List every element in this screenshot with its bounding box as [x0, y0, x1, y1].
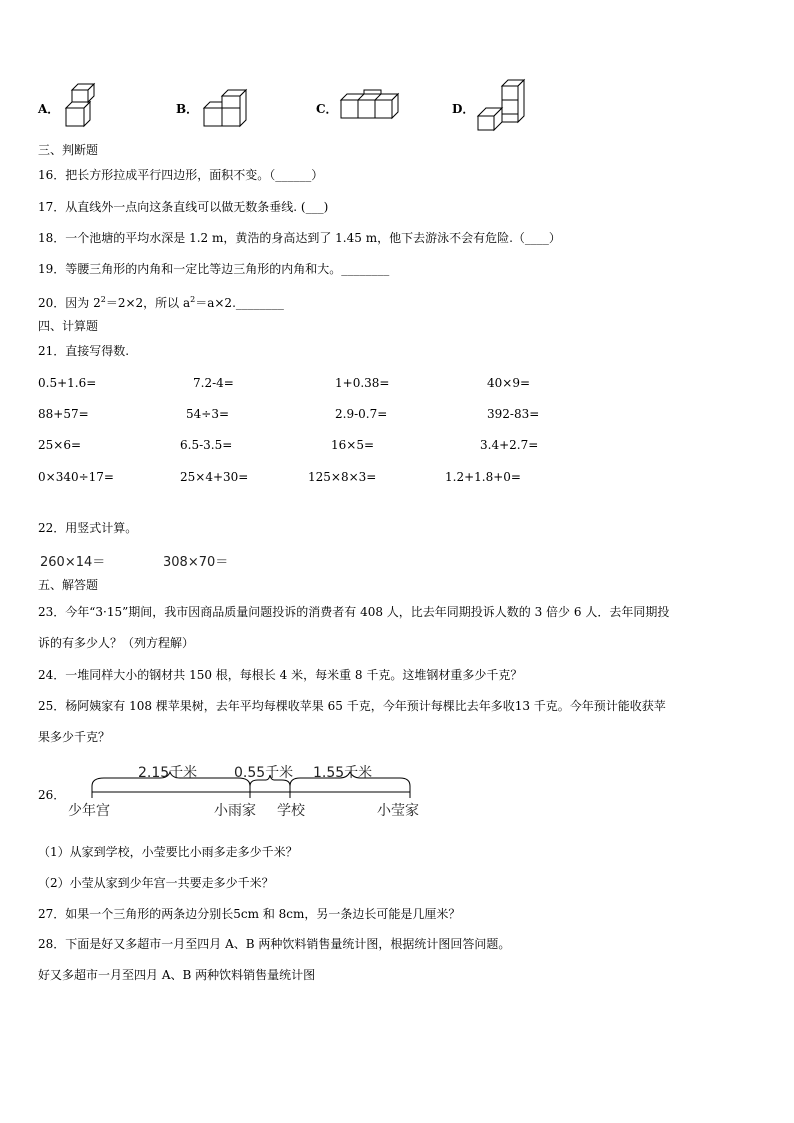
question-19: 19．等腰三角形的内角和一定比等边三角形的内角和大。________	[38, 262, 390, 276]
q21-r4-c3: 125×8×3=	[308, 470, 377, 484]
chart-title: 好又多超市一月至四月 A、B 两种饮料销售量统计图	[38, 968, 316, 982]
question-26-sub2: （2）小莹从家到少年宫一共要走多少千米？	[38, 876, 274, 890]
section-heading-calculation: 四、计算题	[38, 319, 99, 333]
q20-prefix: 20．因为 2	[38, 296, 101, 310]
q22-item-1: 260×14＝	[40, 555, 106, 570]
question-28: 28．下面是好又多超市一月至四月 A、B 两种饮料销售量统计图，根据统计图回答问题。	[38, 937, 511, 951]
q26-place-xiaoying-home: 小莹家	[377, 803, 419, 819]
q22-item-2: 308×70＝	[163, 555, 229, 570]
q21-r3-c4: 3.4+2.7=	[480, 438, 539, 452]
q20-suffix: ＝a×2.________	[195, 296, 284, 310]
question-21-title: 21．直接写得数.	[38, 344, 130, 358]
q26-distance-3: 1.55千米	[313, 765, 373, 781]
q21-r4-c4: 1.2+1.8+0=	[445, 470, 521, 484]
option-c-figure	[338, 88, 400, 122]
q26-place-xiaoyu-home: 小雨家	[214, 803, 256, 819]
q21-r4-c1: 0×340÷17=	[38, 470, 114, 484]
option-b-label: B．	[176, 102, 199, 116]
q21-r1-c3: 1+0.38=	[335, 376, 390, 390]
question-16: 16．把长方形拉成平行四边形，面积不变。（______）	[38, 168, 324, 182]
q20-sup2: 2	[190, 295, 196, 304]
q21-r2-c4: 392-83=	[487, 407, 540, 421]
q26-place-youth-palace: 少年宫	[68, 803, 110, 819]
q21-r1-c2: 7.2-4=	[193, 376, 234, 390]
section-heading-problems: 五、解答题	[38, 578, 99, 592]
option-d-figure	[474, 78, 530, 134]
q21-r2-c1: 88+57=	[38, 407, 89, 421]
question-23-line1: 23．今年“3·15”期间，我市因商品质量问题投诉的消费者有 408 人，比去年同期投诉人数的 3 倍少 6 人．去年同期投	[38, 605, 670, 619]
q20-mid: ＝2×2，所以 a	[105, 296, 191, 310]
question-17: 17．从直线外一点向这条直线可以做无数条垂线. (___)	[38, 200, 329, 214]
option-b-figure	[200, 86, 250, 130]
question-27: 27．如果一个三角形的两条边分别长5cm 和 8cm，另一条边长可能是几厘米？	[38, 907, 461, 921]
q21-r3-c1: 25×6=	[38, 438, 82, 452]
q26-place-school: 学校	[277, 803, 305, 819]
q21-r1-c1: 0.5+1.6=	[38, 376, 97, 390]
option-a-label: A．	[38, 102, 60, 116]
q21-r2-c3: 2.9-0.7=	[335, 407, 388, 421]
q21-r2-c2: 54÷3=	[186, 407, 230, 421]
q21-r3-c2: 6.5-3.5=	[180, 438, 233, 452]
question-23-line2: 诉的有多少人？（列方程解）	[38, 636, 195, 650]
question-26-number: 26．	[38, 788, 66, 802]
question-18: 18．一个池塘的平均水深是 1.2 m，黄浩的身高达到了 1.45 m，他下去游泳不会有危险.（____）	[38, 231, 561, 245]
q21-r1-c4: 40×9=	[487, 376, 531, 390]
question-26-sub1: （1）从家到学校，小莹要比小雨多走多少千米？	[38, 845, 298, 859]
option-c-label: C．	[316, 102, 338, 116]
q26-distance-2: 0.55千米	[234, 765, 294, 781]
question-22-title: 22．用竖式计算。	[38, 521, 138, 535]
question-24: 24．一堆同样大小的钢材共 150 根，每根长 4 米，每米重 8 千克。这堆钢材重多少千克？	[38, 668, 523, 682]
question-25-line2: 果多少千克？	[38, 730, 111, 744]
q20-sup1: 2	[100, 295, 106, 304]
q21-r4-c2: 25×4+30=	[180, 470, 249, 484]
question-25-line1: 25．杨阿姨家有 108 棵苹果树，去年平均每棵收苹果 65 千克，今年预计每棵比去年多收13 千克。今年预计能收获苹	[38, 699, 666, 713]
q26-distance-1: 2.15千米	[138, 765, 198, 781]
section-heading-judgement: 三、判断题	[38, 143, 99, 157]
q21-r3-c3: 16×5=	[331, 438, 375, 452]
option-a-figure	[60, 80, 100, 130]
question-20	[38, 292, 284, 311]
option-d-label: D．	[452, 102, 475, 116]
